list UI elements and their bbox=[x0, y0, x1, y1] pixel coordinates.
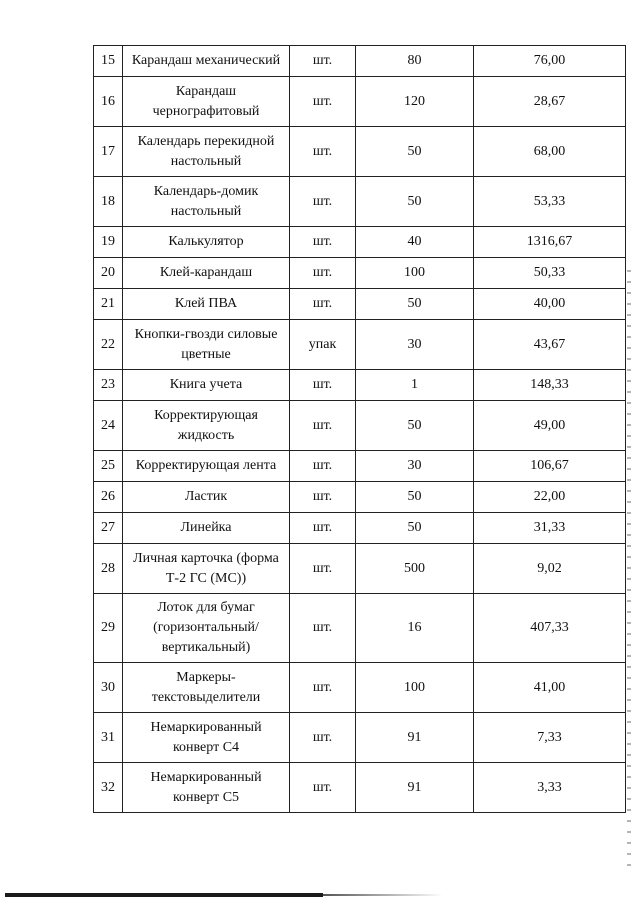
item-name: Календарь-домик настольный bbox=[123, 177, 290, 227]
price-cell: 76,00 bbox=[474, 46, 626, 77]
table-row bbox=[94, 401, 626, 451]
table-row bbox=[94, 77, 626, 127]
row-number: 20 bbox=[94, 258, 123, 289]
price-cell: 28,67 bbox=[474, 77, 626, 127]
row-number: 25 bbox=[94, 451, 123, 482]
price-cell: 41,00 bbox=[474, 663, 626, 713]
price-cell: 9,02 bbox=[474, 544, 626, 594]
quantity-cell: 100 bbox=[356, 663, 474, 713]
price-cell: 68,00 bbox=[474, 127, 626, 177]
unit-cell: шт. bbox=[290, 713, 356, 763]
quantity-cell: 91 bbox=[356, 763, 474, 813]
row-number: 15 bbox=[94, 46, 123, 77]
price-cell: 1316,67 bbox=[474, 227, 626, 258]
row-number: 21 bbox=[94, 289, 123, 320]
unit-cell: шт. bbox=[290, 513, 356, 544]
row-number: 24 bbox=[94, 401, 123, 451]
price-cell: 407,33 bbox=[474, 594, 626, 663]
quantity-cell: 50 bbox=[356, 127, 474, 177]
item-name: Карандаш чернографитовый bbox=[123, 77, 290, 127]
unit-cell: шт. bbox=[290, 451, 356, 482]
quantity-cell: 16 bbox=[356, 594, 474, 663]
scan-edge-fade bbox=[323, 894, 443, 896]
item-name: Личная карточка (форма Т-2 ГС (МС)) bbox=[123, 544, 290, 594]
row-number: 31 bbox=[94, 713, 123, 763]
quantity-cell: 50 bbox=[356, 482, 474, 513]
unit-cell: шт. bbox=[290, 177, 356, 227]
item-name: Клей-карандаш bbox=[123, 258, 290, 289]
unit-cell: упак bbox=[290, 320, 356, 370]
row-number: 16 bbox=[94, 77, 123, 127]
quantity-cell: 91 bbox=[356, 713, 474, 763]
quantity-cell: 50 bbox=[356, 513, 474, 544]
table-row bbox=[94, 320, 626, 370]
unit-cell: шт. bbox=[290, 544, 356, 594]
unit-cell: шт. bbox=[290, 127, 356, 177]
row-number: 32 bbox=[94, 763, 123, 813]
item-name: Кнопки-гвозди силовые цветные bbox=[123, 320, 290, 370]
row-number: 26 bbox=[94, 482, 123, 513]
table-row bbox=[94, 451, 626, 482]
table-row bbox=[94, 713, 626, 763]
price-cell: 53,33 bbox=[474, 177, 626, 227]
price-cell: 148,33 bbox=[474, 370, 626, 401]
quantity-cell: 50 bbox=[356, 289, 474, 320]
unit-cell: шт. bbox=[290, 594, 356, 663]
table-row bbox=[94, 258, 626, 289]
table-row bbox=[94, 289, 626, 320]
price-cell: 50,33 bbox=[474, 258, 626, 289]
table-row bbox=[94, 177, 626, 227]
item-name: Немаркированный конверт С5 bbox=[123, 763, 290, 813]
item-name: Калькулятор bbox=[123, 227, 290, 258]
unit-cell: шт. bbox=[290, 763, 356, 813]
table-row bbox=[94, 227, 626, 258]
row-number: 22 bbox=[94, 320, 123, 370]
price-cell: 43,67 bbox=[474, 320, 626, 370]
unit-cell: шт. bbox=[290, 663, 356, 713]
row-number: 23 bbox=[94, 370, 123, 401]
item-name: Календарь перекидной настольный bbox=[123, 127, 290, 177]
quantity-cell: 1 bbox=[356, 370, 474, 401]
price-cell: 31,33 bbox=[474, 513, 626, 544]
table-row bbox=[94, 763, 626, 813]
unit-cell: шт. bbox=[290, 46, 356, 77]
price-cell: 40,00 bbox=[474, 289, 626, 320]
table-row bbox=[94, 513, 626, 544]
scan-edge-bar bbox=[5, 893, 323, 897]
row-number: 17 bbox=[94, 127, 123, 177]
quantity-cell: 50 bbox=[356, 401, 474, 451]
unit-cell: шт. bbox=[290, 482, 356, 513]
unit-cell: шт. bbox=[290, 258, 356, 289]
unit-cell: шт. bbox=[290, 289, 356, 320]
price-cell: 3,33 bbox=[474, 763, 626, 813]
scan-edge-marks bbox=[627, 270, 631, 870]
row-number: 29 bbox=[94, 594, 123, 663]
item-name: Книга учета bbox=[123, 370, 290, 401]
item-name: Ластик bbox=[123, 482, 290, 513]
quantity-cell: 30 bbox=[356, 451, 474, 482]
item-name: Карандаш механический bbox=[123, 46, 290, 77]
items-table bbox=[93, 45, 626, 813]
item-name: Клей ПВА bbox=[123, 289, 290, 320]
row-number: 19 bbox=[94, 227, 123, 258]
quantity-cell: 120 bbox=[356, 77, 474, 127]
unit-cell: шт. bbox=[290, 370, 356, 401]
row-number: 30 bbox=[94, 663, 123, 713]
quantity-cell: 50 bbox=[356, 177, 474, 227]
item-name: Корректирующая жидкость bbox=[123, 401, 290, 451]
unit-cell: шт. bbox=[290, 401, 356, 451]
price-cell: 49,00 bbox=[474, 401, 626, 451]
item-name: Лоток для бумаг (горизонтальный/вертикальный) bbox=[123, 594, 290, 663]
table-row bbox=[94, 544, 626, 594]
row-number: 28 bbox=[94, 544, 123, 594]
quantity-cell: 500 bbox=[356, 544, 474, 594]
quantity-cell: 100 bbox=[356, 258, 474, 289]
row-number: 18 bbox=[94, 177, 123, 227]
quantity-cell: 40 bbox=[356, 227, 474, 258]
item-name: Корректирующая лента bbox=[123, 451, 290, 482]
items-table-body bbox=[94, 46, 626, 813]
table-row bbox=[94, 370, 626, 401]
quantity-cell: 30 bbox=[356, 320, 474, 370]
unit-cell: шт. bbox=[290, 77, 356, 127]
table-row bbox=[94, 594, 626, 663]
item-name: Маркеры-текстовыделители bbox=[123, 663, 290, 713]
table-row bbox=[94, 663, 626, 713]
unit-cell: шт. bbox=[290, 227, 356, 258]
price-cell: 106,67 bbox=[474, 451, 626, 482]
price-cell: 7,33 bbox=[474, 713, 626, 763]
price-cell: 22,00 bbox=[474, 482, 626, 513]
item-name: Немаркированный конверт С4 bbox=[123, 713, 290, 763]
table-row bbox=[94, 482, 626, 513]
item-name: Линейка bbox=[123, 513, 290, 544]
table-row bbox=[94, 127, 626, 177]
table-row bbox=[94, 46, 626, 77]
quantity-cell: 80 bbox=[356, 46, 474, 77]
row-number: 27 bbox=[94, 513, 123, 544]
